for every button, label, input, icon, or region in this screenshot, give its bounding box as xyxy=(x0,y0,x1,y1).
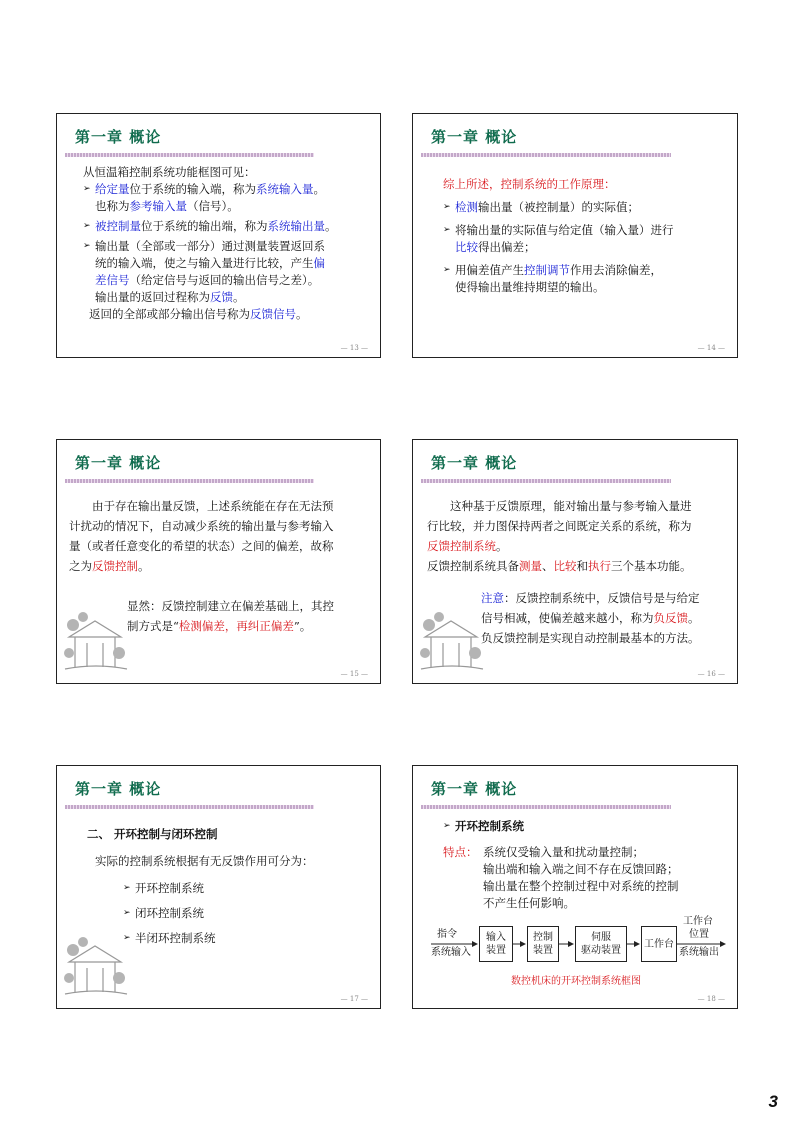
arrow-bullet-icon: ➢ xyxy=(123,883,131,893)
slide-17 xyxy=(56,765,381,1009)
slide-title: 第一章 概论 xyxy=(431,780,518,798)
slide-16 xyxy=(412,439,738,684)
pavilion-ink-icon xyxy=(417,607,487,677)
bullet-item: ➢ 将输出量的实际值与给定值（输入量）进行 xyxy=(443,223,674,237)
output-label-top: 工作台 xyxy=(683,916,713,927)
worktable-box: 工作台 xyxy=(641,926,677,962)
slide-note: 注意：反馈控制系统中，反馈信号是与给定 信号相减，使偏差越来越小，称为负反馈。 负反馈控制是实现自动控制最基本的方法。 xyxy=(481,591,700,645)
section-heading: ➢ 开环控制系统 xyxy=(443,819,524,833)
slide-title: 第一章 概论 xyxy=(431,454,518,472)
arrow-bullet-icon: ➢ xyxy=(83,184,91,194)
slide-14 xyxy=(412,113,738,358)
input-label-top: 指令 xyxy=(437,929,457,940)
slide-title: 第一章 概论 xyxy=(431,128,518,146)
title-divider xyxy=(65,153,314,157)
section-heading: 二、 开环控制与闭环控制 xyxy=(87,827,218,841)
bullet-item: ➢ 被控制量位于系统的输出端，称为系统输出量。 xyxy=(83,219,337,233)
list-item: ➢ 半闭环控制系统 xyxy=(123,931,216,945)
slide-title: 第一章 概论 xyxy=(75,780,162,798)
servo-drive-box: 伺服 驱动装置 xyxy=(575,926,627,962)
title-divider xyxy=(65,805,314,809)
slide-body: 综上所述，控制系统的工作原理： ➢ 检测输出量（被控制量）的实际值； ➢ 将输出量的实际值与给定值（输入量）进行 比较得出偏差； ➢ 用偏差值产生控制调节作用去消除偏差， 使得输出量维持期望的输出。 xyxy=(443,176,733,296)
slide-page-number: — 13 — xyxy=(340,344,368,352)
features-label: 特点： xyxy=(443,845,478,859)
slide-body: 由于存在输出量反馈，上述系统能在存在无法预 计扰动的情况下，自动减少系统的输出量与参考输入 量（或者任意变化的希望的状态）之间的偏差，故称 之为反馈控制。 xyxy=(69,499,334,573)
slide-13 xyxy=(56,113,381,358)
arrow-bullet-icon: ➢ xyxy=(83,221,91,231)
diagram-caption: 数控机床的开环控制系统框图 xyxy=(511,976,641,987)
input-label-bottom: 系统输入 xyxy=(431,947,471,958)
slide-page-number: — 18 — xyxy=(697,995,725,1003)
bullet-item: ➢ 用偏差值产生控制调节作用去消除偏差， xyxy=(443,263,662,277)
pavilion-ink-icon xyxy=(61,932,131,1002)
slide-body xyxy=(87,826,377,947)
page-number: 3 xyxy=(768,1092,778,1111)
arrow-bullet-icon: ➢ xyxy=(443,265,451,275)
arrow-bullet-icon: ➢ xyxy=(83,241,91,251)
slide-title: 第一章 概论 xyxy=(75,128,162,146)
arrow-bullet-icon: ➢ xyxy=(443,821,451,831)
bullet-item: ➢ 检测输出量（被控制量）的实际值； xyxy=(443,200,639,214)
intro-text: 从恒温箱控制系统功能框图可见： xyxy=(83,165,256,179)
controller-box: 控制 装置 xyxy=(527,926,559,962)
bullet-item: ➢ 输出量（全部或一部分）通过测量装置返回系 xyxy=(83,239,325,253)
slide-body: 这种基于反馈原理，能对输出量与参考输入量进 行比较，并力图保持两者之间既定关系的系统，称为 反馈控制系统。 反馈控制系统具备测量、比较和执行三个基本功能。 xyxy=(427,499,692,573)
list-item: ➢ 闭环控制系统 xyxy=(123,906,204,920)
slide-note: 显然：反馈控制建立在偏差基础上，其控 制方式是“检测偏差，再纠正偏差”。 xyxy=(127,599,334,633)
title-divider xyxy=(421,153,671,157)
open-loop-diagram xyxy=(413,766,737,1008)
intro-text: 实际的控制系统根据有无反馈作用可分为： xyxy=(95,854,314,868)
output-label-bottom: 系统输出 xyxy=(679,947,719,958)
slide-title: 第一章 概论 xyxy=(75,454,162,472)
arrow-bullet-icon: ➢ xyxy=(123,908,131,918)
slide-15 xyxy=(56,439,381,684)
bullet-item: ➢ 给定量位于系统的输入端，称为系统输入量。 xyxy=(83,182,325,196)
slide-page-number: — 16 — xyxy=(697,670,725,678)
input-device-box: 输入 装置 xyxy=(479,926,513,962)
slide-page-number: — 17 — xyxy=(340,995,368,1003)
slide-18: 第一章 概论 ➢ 开环控制系统 特点： 系统仅受输入量和扰动量控制； 输出端和输入端之间不存在反馈回路； 输出量在整个控制过程中对系统的控制 不产生任何影响。 指令 系统输入 输入 装置 控制 装置 伺服 驱动装置 工作台 工作台 位置 系统输出 数控机床的开环控制系统框图 — 18 — xyxy=(412,765,738,1009)
arrow-bullet-icon: ➢ xyxy=(443,202,451,212)
title-divider xyxy=(65,479,314,483)
slide-body: 从恒温箱控制系统功能框图可见： ➢ 给定量位于系统的输入端，称为系统输入量。 也称为参考输入量（信号）。 ➢ 被控制量位于系统的输出端，称为系统输出量。 ➢ 输出量（全部或一部分）通过测量装置返回系 统的输入端，使之与输入量进行比较，产生偏 差信号（给定信号与返回的输出信号之差）。 输出量的返回过程称为反馈。 返回的全部或部分输出信号称为反馈信号。 xyxy=(83,164,375,323)
principle-heading: 综上所述，控制系统的工作原理： xyxy=(443,177,616,191)
output-label-position: 位置 xyxy=(689,929,709,940)
slide-page-number: — 14 — xyxy=(697,344,725,352)
list-item: ➢ 开环控制系统 xyxy=(123,881,204,895)
slide-page-number: — 15 — xyxy=(340,670,368,678)
pavilion-ink-icon xyxy=(61,607,131,677)
arrow-bullet-icon: ➢ xyxy=(443,225,451,235)
arrow-bullet-icon: ➢ xyxy=(123,933,131,943)
diagram-arrows xyxy=(413,766,738,1009)
title-divider xyxy=(421,479,671,483)
